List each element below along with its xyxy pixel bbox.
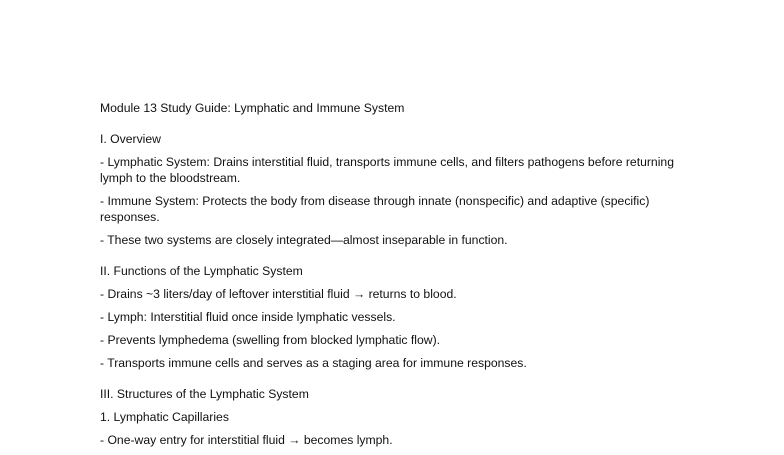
overview-item-immune: - Immune System: Protects the body from disease through innate (nonspecific) and adaptive (specific) responses.: [100, 194, 650, 224]
functions-item-lymphedema: - Prevents lymphedema (swelling from blocked lymphatic flow).: [100, 333, 441, 347]
overview-item-integration: - These two systems are closely integrated—almost inseparable in function.: [100, 233, 508, 247]
structures-item-one-way-entry: - One-way entry for interstitial fluid → becomes lymph.: [100, 433, 393, 447]
section-heading-functions: II. Functions of the Lymphatic System: [100, 264, 303, 278]
functions-item-transport: - Transports immune cells and serves as a staging area for immune responses.: [100, 356, 527, 370]
overview-item-lymphatic: - Lymphatic System: Drains interstitial fluid, transports immune cells, and filters pathogens before returning lymph to the bloodstream.: [100, 155, 674, 185]
document-title: Module 13 Study Guide: Lymphatic and Immune System: [100, 101, 405, 115]
subheading-lymphatic-capillaries: 1. Lymphatic Capillaries: [100, 410, 229, 424]
functions-item-drains: - Drains ~3 liters/day of leftover interstitial fluid → returns to blood.: [100, 287, 457, 301]
section-heading-overview: I. Overview: [100, 132, 161, 146]
functions-item-lymph: - Lymph: Interstitial fluid once inside lymphatic vessels.: [100, 310, 396, 324]
section-heading-structures: III. Structures of the Lymphatic System: [100, 387, 309, 401]
document-body: [100, 100, 690, 455]
